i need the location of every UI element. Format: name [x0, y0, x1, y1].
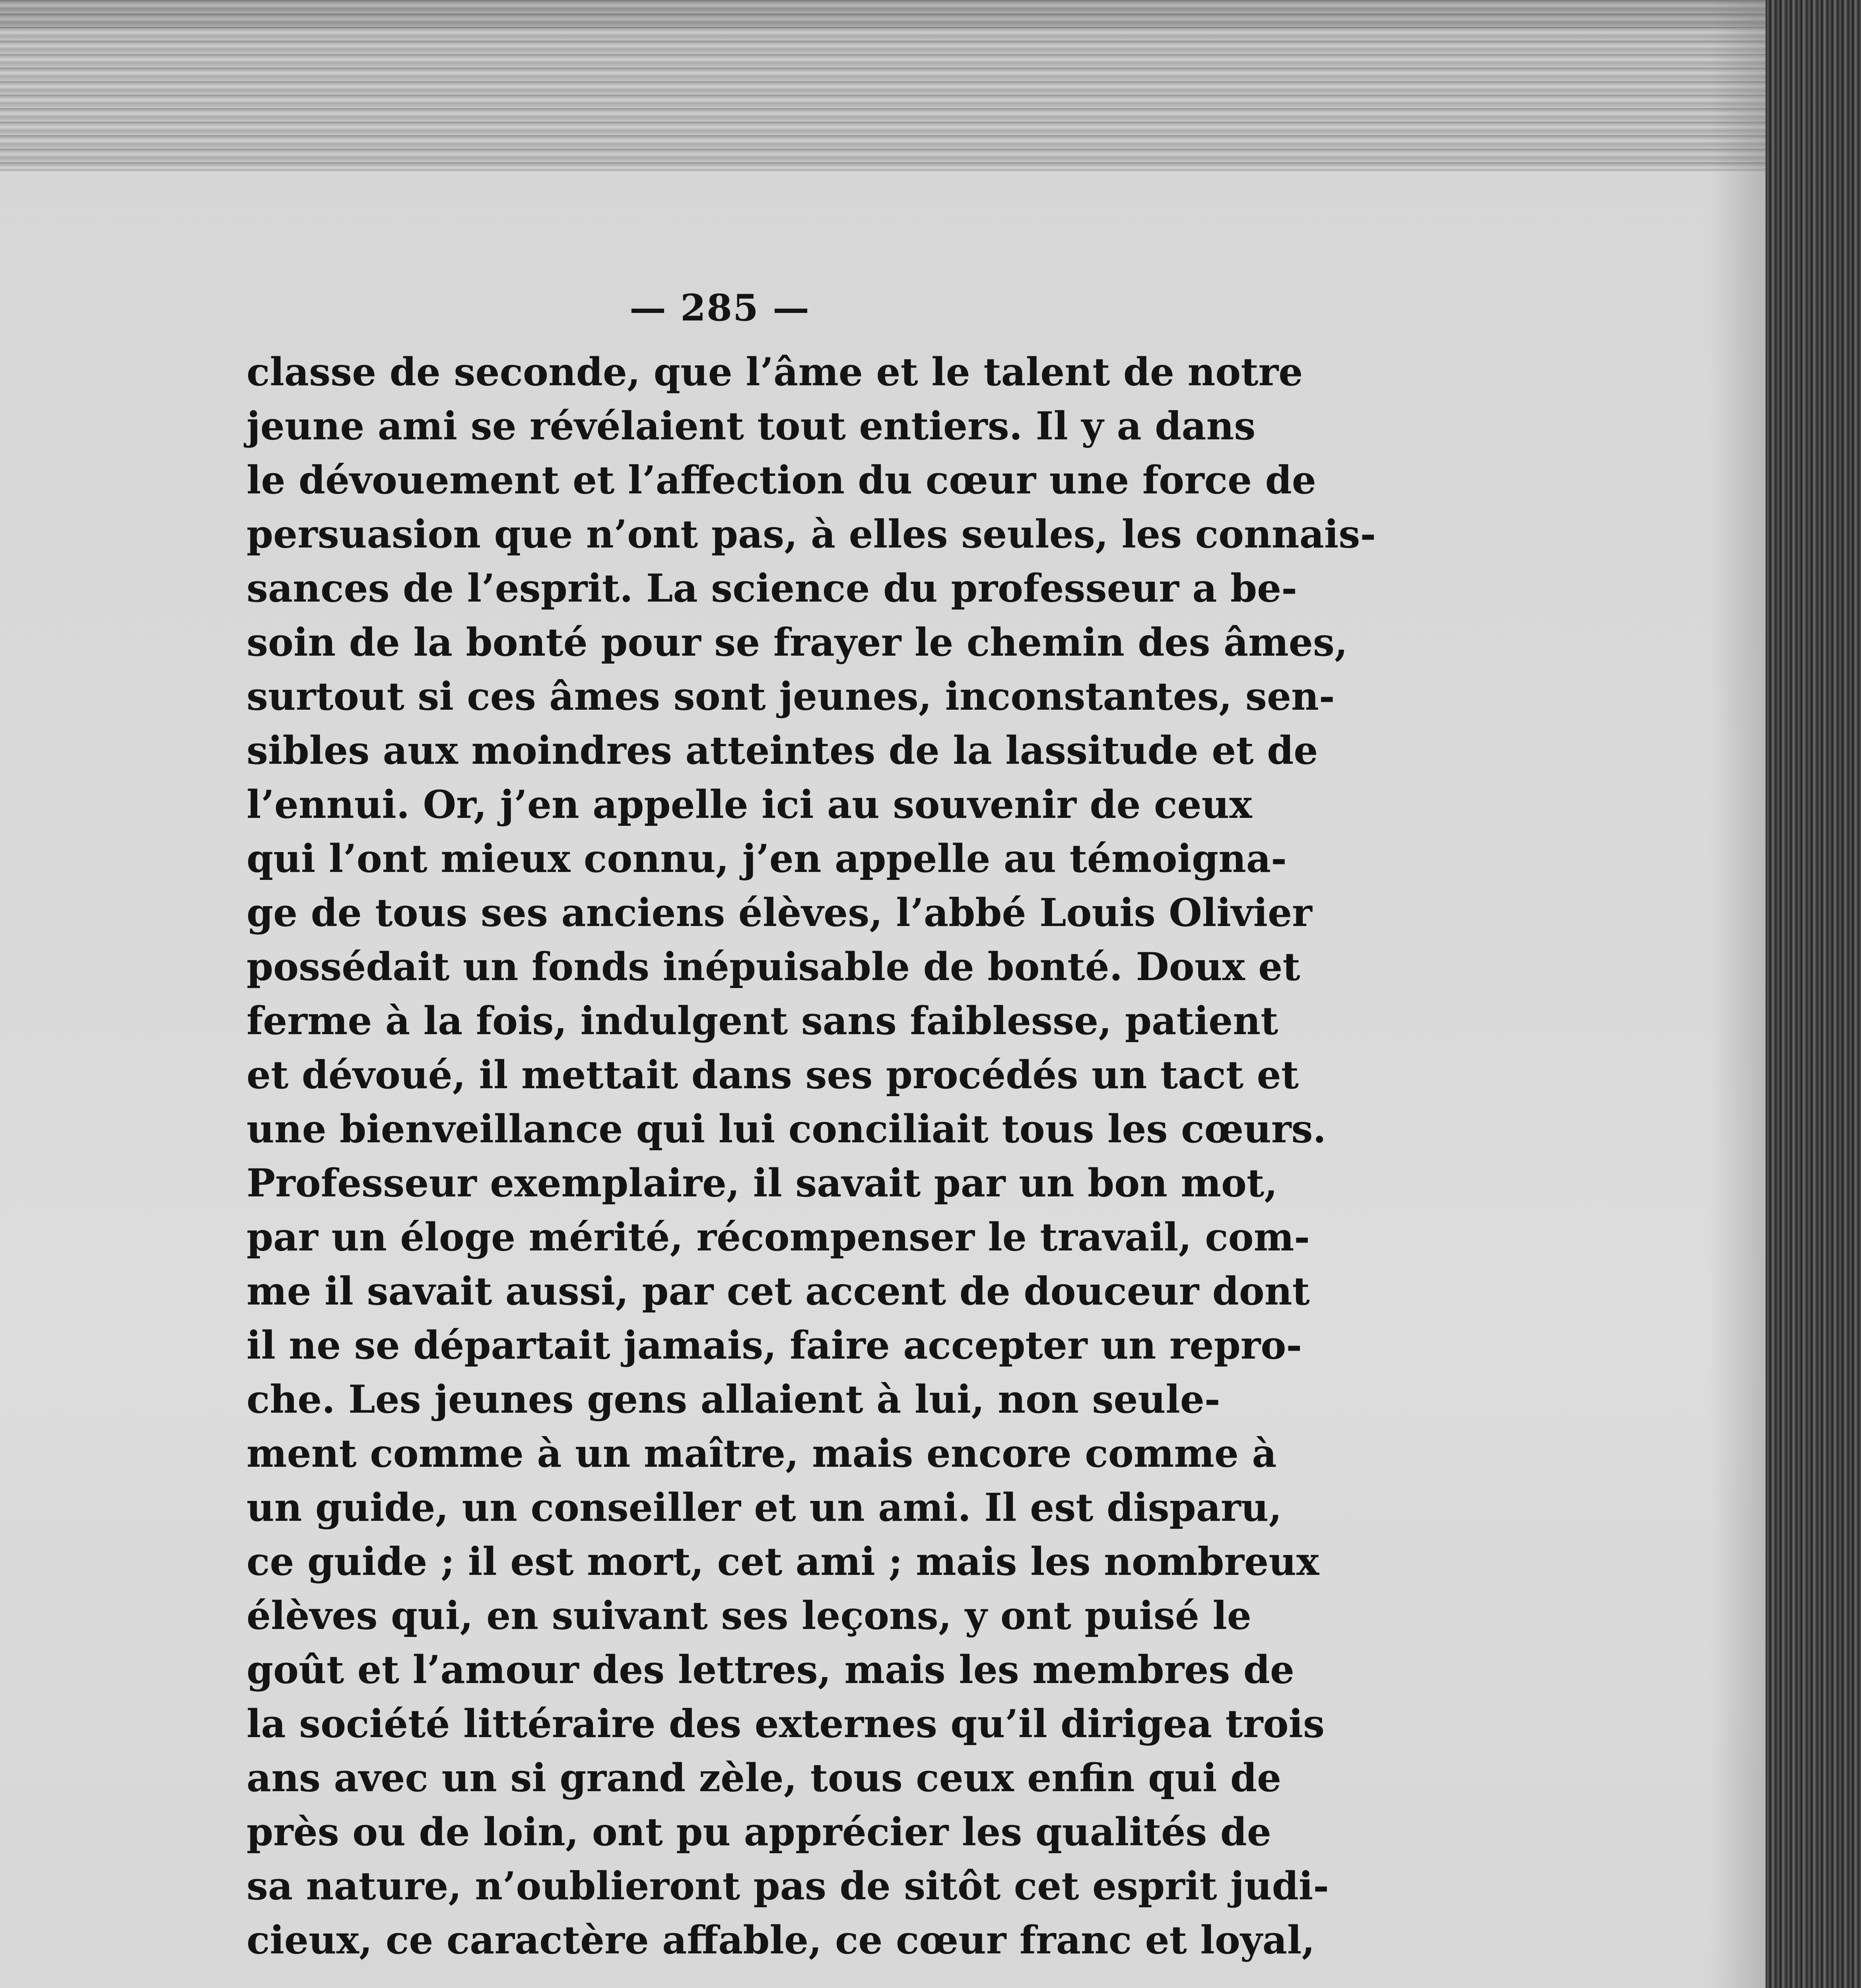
- text-line: sances de l’esprit. La science du professeur a be-: [247, 566, 1298, 611]
- text-line: par un éloge mérité, récompenser le travail, com-: [247, 1215, 1310, 1260]
- book-page-edges: [1766, 0, 1861, 1988]
- text-line: qui l’ont mieux connu, j’en appelle au témoigna-: [247, 836, 1287, 881]
- text-line: possédait un fonds inépuisable de bonté. Doux et: [247, 944, 1300, 989]
- text-line: une bienveillance qui lui conciliait tous les cœurs.: [247, 1107, 1326, 1151]
- page-number: — 285 —: [629, 286, 810, 329]
- text-line: ans avec un si grand zèle, tous ceux enfin qui de: [247, 1755, 1282, 1800]
- text-line: goût et l’amour des lettres, mais les membres de: [247, 1647, 1294, 1692]
- text-line: ce guide ; il est mort, cet ami ; mais les nombreux: [247, 1539, 1319, 1584]
- text-line: le dévouement et l’affection du cœur une force de: [247, 458, 1316, 503]
- text-line: ge de tous ses anciens élèves, l’abbé Louis Olivier: [247, 890, 1312, 935]
- text-line: élèves qui, en suivant ses leçons, y ont puisé le: [247, 1593, 1251, 1638]
- text-line: sa nature, n’oublieront pas de sitôt cet esprit judi-: [247, 1864, 1329, 1908]
- text-line: surtout si ces âmes sont jeunes, inconstantes, sen-: [247, 674, 1335, 719]
- text-line: sibles aux moindres atteintes de la lassitude et de: [247, 728, 1318, 773]
- text-line: Professeur exemplaire, il savait par un bon mot,: [247, 1161, 1278, 1206]
- text-line: l’ennui. Or, j’en appelle ici au souvenir de ceux: [247, 782, 1252, 827]
- text-line: ment comme à un maître, mais encore comme à: [247, 1431, 1277, 1476]
- body-text: [247, 345, 1376, 1967]
- scan-top-shadow: [0, 0, 1861, 171]
- text-line: jeune ami se révélaient tout entiers. Il y a dans: [247, 404, 1256, 448]
- text-line: persuasion que n’ont pas, à elles seules, les connais-: [247, 512, 1376, 557]
- text-line: un guide, un conseiller et un ami. Il est disparu,: [247, 1485, 1282, 1530]
- page-content: [247, 286, 1376, 1967]
- text-line: cieux, ce caractère affable, ce cœur franc et loyal,: [247, 1918, 1315, 1963]
- text-line: me il savait aussi, par cet accent de douceur dont: [247, 1269, 1310, 1314]
- page-edge-fade: [1710, 0, 1766, 1988]
- text-line: classe de seconde, que l’âme et le talent de notre: [247, 349, 1303, 394]
- text-line: soin de la bonté pour se frayer le chemin des âmes,: [247, 620, 1348, 665]
- text-line: la société littéraire des externes qu’il dirigea trois: [247, 1701, 1325, 1746]
- text-line: près ou de loin, ont pu apprécier les qualités de: [247, 1809, 1271, 1854]
- text-line: il ne se départait jamais, faire accepter un repro-: [247, 1323, 1302, 1368]
- text-line: ferme à la fois, indulgent sans faiblesse, patient: [247, 998, 1278, 1043]
- text-line: et dévoué, il mettait dans ses procédés un tact et: [247, 1052, 1299, 1097]
- text-line: che. Les jeunes gens allaient à lui, non seule-: [247, 1377, 1220, 1422]
